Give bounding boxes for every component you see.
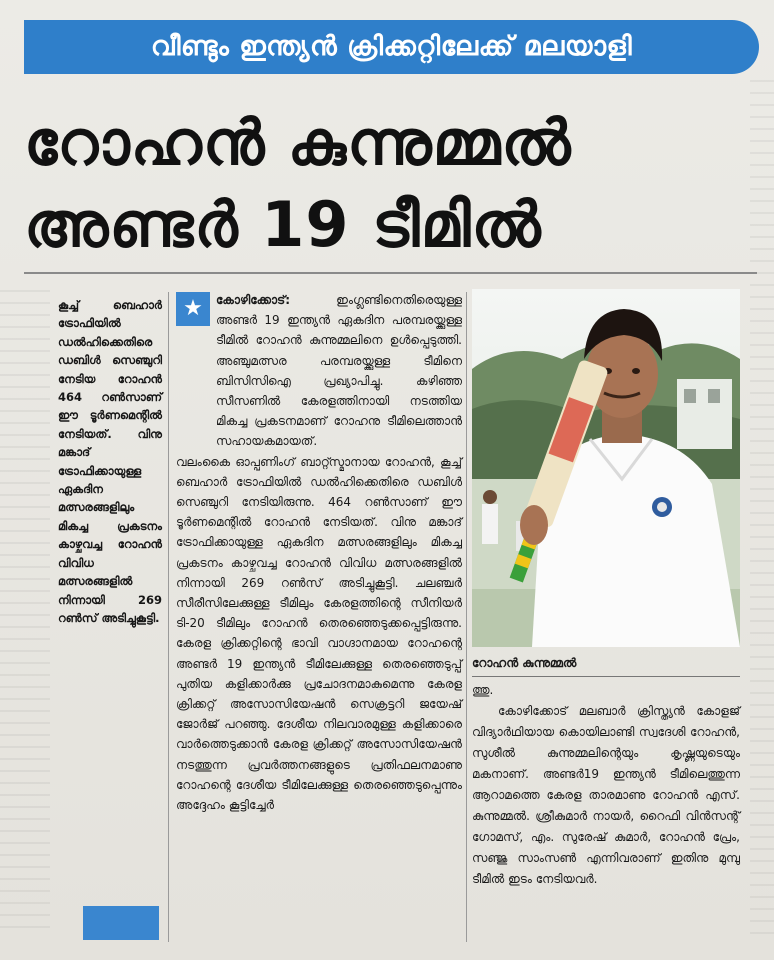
lead-text: ഇംഗ്ലണ്ടിനെതിരെയുള്ള അണ്ടർ 19 ഇന്ത്യൻ ഏകദിന പരമ്പരയ്ക്കുള്ള ടീമിൽ റോഹൻ കുന്നുമ്മലിനെ ഉൾപ്പെടുത്തി. അഞ്ചുമത്സര പരമ്പരയ്ക്കുള്ള ടീമിനെ ബിസിസിഐ പ്രഖ്യാപിച്ചു. കഴിഞ്ഞ സീസണിൽ കേരളത്തിനായി നടത്തിയ മികച്ച പ്രകടനമാണ് റോഹനു ടീമിലെത്താൻ സഹായകമായത്. [216, 293, 462, 449]
kicker-banner [24, 20, 759, 74]
kicker-text: വീണ്ടും ഇന്ത്യൻ ക്രിക്കറ്റിലേക്ക് മലയാളി [150, 31, 633, 62]
article-body-column [176, 290, 462, 815]
star-icon: ★ [176, 292, 210, 326]
sidebar-text: കൂച്ച് ബെഹാർ ട്രോഫിയിൽ ഡൽഹിക്കെതിരെ ഡബിൾ സെഞ്ചുറി നേടിയ റോഹൻ 464 റൺസാണ് ഈ ടൂർണമെന്റിൽ നേടിയത്. വിനു മങ്കാദ് ട്രോഫിക്കായുള്ള ഏകദിന മത്സരങ്ങളിലും മികച്ച പ്രകടനം കാഴ്ചവച്ച റോഹൻ വിവിധ മത്സരങ്ങളിൽ നിന്നായി 269 റൺസ് അടിച്ചുകൂട്ടി. [58, 298, 162, 625]
article-continuation-column [472, 680, 740, 890]
lead-paragraph-block [176, 290, 462, 452]
body-paragraph-3: കോഴിക്കോട് മലബാർ ക്രിസ്ത്യൻ കോളജ് വിദ്യാർഥിയായ കൊയിലാണ്ടി സ്വദേശി റോഹൻ, സുശീൽ കുന്നുമ്മലിന്റെയും കൃഷ്ണയുടെയും മകനാണ്. അണ്ടർ19 ഇന്ത്യൻ ടീമിലെത്തുന്ന ആറാമത്തെ കേരള താരമാണു റോഹൻ എസ്. കുന്നുമ്മൽ. ശ്രീകുമാർ നായർ, റൈഫി വിൻസന്റ് ഗോമസ്, എം. സുരേഷ് കുമാർ, റോഹൻ പ്രേം, സഞ്ജു സാംസൺ എന്നിവരാണ് ഇതിനു മുമ്പു ടീമിൽ ഇടം നേടിയവർ. [472, 704, 740, 886]
headline-line-2: അണ്ടർ 19 ടീമിൽ [24, 188, 542, 261]
continuation-text: ത്തു. [472, 683, 494, 697]
adjacent-column-bleed-right [750, 80, 774, 940]
headline-line-1: റോഹൻ കുന്നുമ്മൽ [24, 106, 572, 179]
highlight-sidebar [58, 296, 162, 627]
sidebar-accent-box [83, 906, 159, 940]
player-photo [472, 289, 740, 647]
adjacent-column-bleed-left [0, 290, 50, 930]
column-divider-right [466, 292, 467, 942]
dateline: കോഴിക്കോട്: [216, 293, 291, 307]
caption-rule [472, 676, 740, 677]
headline-rule [24, 272, 757, 274]
body-paragraph-2: വലംകൈ ഓപ്പണിംഗ് ബാറ്റ്സ്മാനായ റോഹൻ, കൂച്ച് ബെഹാർ ട്രോഫിയിൽ ഡൽഹിക്കെതിരെ ഡബിൾ സെഞ്ചുറി നേടിയിരുന്നു. 464 റൺസാണ് ഈ ടൂർണമെന്റിൽ റോഹൻ നേടിയത്. വിനു മങ്കാദ് ട്രോഫിക്കായുള്ള ഏകദിന മത്സരങ്ങളിലും മികച്ച പ്രകടനം കാഴ്ചവച്ച റോഹൻ വിവിധ മത്സരങ്ങളിൽ നിന്നായി 269 റൺസ് അടിച്ചുകൂട്ടി. ചലഞ്ചർ സീരീസിലേക്കുള്ള ടീമിലും കേരളത്തിന്റെ സീനിയർ ടി-20 ടീമിലും റോഹൻ തെരഞ്ഞെടുക്കപ്പെട്ടിരുന്നു. കേരള ക്രിക്കറ്റിന്റെ ഭാവി വാഗ്ദാനമായ റോഹന്റെ അണ്ടർ 19 ഇന്ത്യൻ ടീമിലേക്കുള്ള തെരഞ്ഞെടുപ്പ് പുതിയ കളിക്കാർക്കു പ്രചോദനമാകുമെന്നു കേരള ക്രിക്കറ്റ് അസോസിയേഷൻ സെക്രട്ടറി ജയേഷ് ജോർജ് പറഞ്ഞു. ദേശീയ നിലവാരമുള്ള കളിക്കാരെ വാർത്തെടുക്കാൻ കേരള ക്രിക്കറ്റ് അസോസിയേഷൻ നടത്തുന്ന പ്രവർത്തനങ്ങളുടെ പ്രതിഫലനമാണു റോഹന്റെ ദേശീയ ടീമിലേക്കുള്ള തെരഞ്ഞെടുപ്പെന്നും അദ്ദേഹം കൂട്ടിച്ചേർ [176, 454, 462, 813]
photo-caption: റോഹൻ കുന്നുമ്മൽ [472, 656, 577, 670]
lead-paragraph [216, 290, 462, 452]
column-divider-left [168, 292, 169, 942]
